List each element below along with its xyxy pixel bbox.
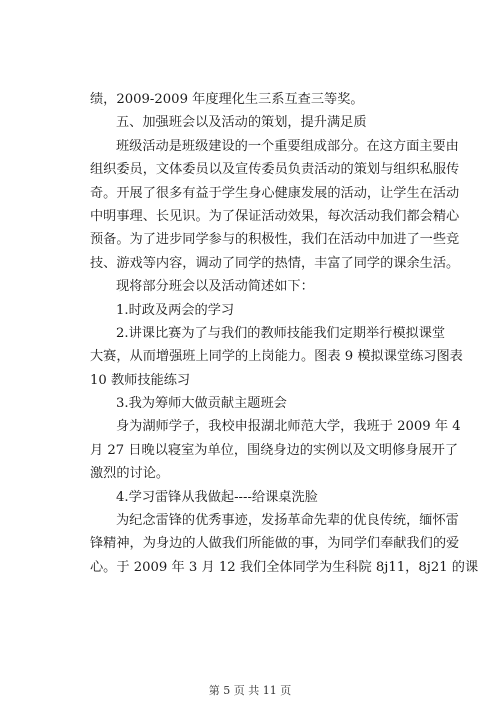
text-line: 为纪念雷锋的优秀事迹，发扬革命先辈的优良传统，缅怀雷 <box>116 513 459 529</box>
document-body <box>90 88 479 579</box>
text-line: 身为湖师学子，我校申报湖北师范大学，我班于 2009 年 4 <box>116 419 461 435</box>
text-line: 班级活动是班级建设的一个重要组成部分。在这方面主要由 <box>116 138 459 154</box>
text-line: 大赛，从而增强班上同学的上岗能力。图表 9 模拟课堂练习图表 <box>90 349 463 365</box>
text-line: 绩，2009-2009 年度理化生三系互查三等奖。 <box>90 92 364 107</box>
text-line: 10 教师技能练习 <box>90 372 191 388</box>
text-line: 组织委员，文体委员以及宣传委员负责活动的策划与组织私服传 <box>90 162 460 178</box>
text-line: 激烈的讨论。 <box>90 466 170 482</box>
text-line: 预备。为了进步同学参与的积极性，我们在活动中加进了一些竞 <box>90 232 460 248</box>
list-item-heading: 3.我为筹师大做贡献主题班会 <box>116 396 287 412</box>
text-line: 月 27 日晚以寝室为单位，围绕身边的实例以及文明修身展开了 <box>90 442 459 458</box>
list-item-heading: 1.时政及两会的学习 <box>116 302 235 318</box>
text-line: 技、游戏等内容，调动了同学的热情，丰富了同学的课余生活。 <box>90 255 460 271</box>
text-line: 现将部分班会以及活动简述如下： <box>116 279 314 295</box>
section-heading: 五、加强班会以及活动的策划，提升满足质 <box>116 115 367 131</box>
text-line: 锋精神，为身边的人做我们所能做的事，为同学们奉献我们的爱 <box>90 536 460 552</box>
list-item-heading: 4.学习雷锋从我做起----给课桌洗脸 <box>116 489 318 505</box>
page-footer: 第 5 页 共 11 页 <box>208 684 292 697</box>
text-line: 2.讲课比赛为了与我们的教师技能我们定期举行模拟课堂 <box>116 325 446 341</box>
text-line: 心。于 2009 年 3 月 12 我们全体同学为生科院 8j11，8j21 的课 <box>90 559 479 575</box>
text-line: 奇。开展了很多有益于学生身心健康发展的活动，让学生在活动 <box>90 185 460 201</box>
text-line: 中明事理、长见识。为了保证活动效果，每次活动我们都会精心 <box>90 208 460 224</box>
